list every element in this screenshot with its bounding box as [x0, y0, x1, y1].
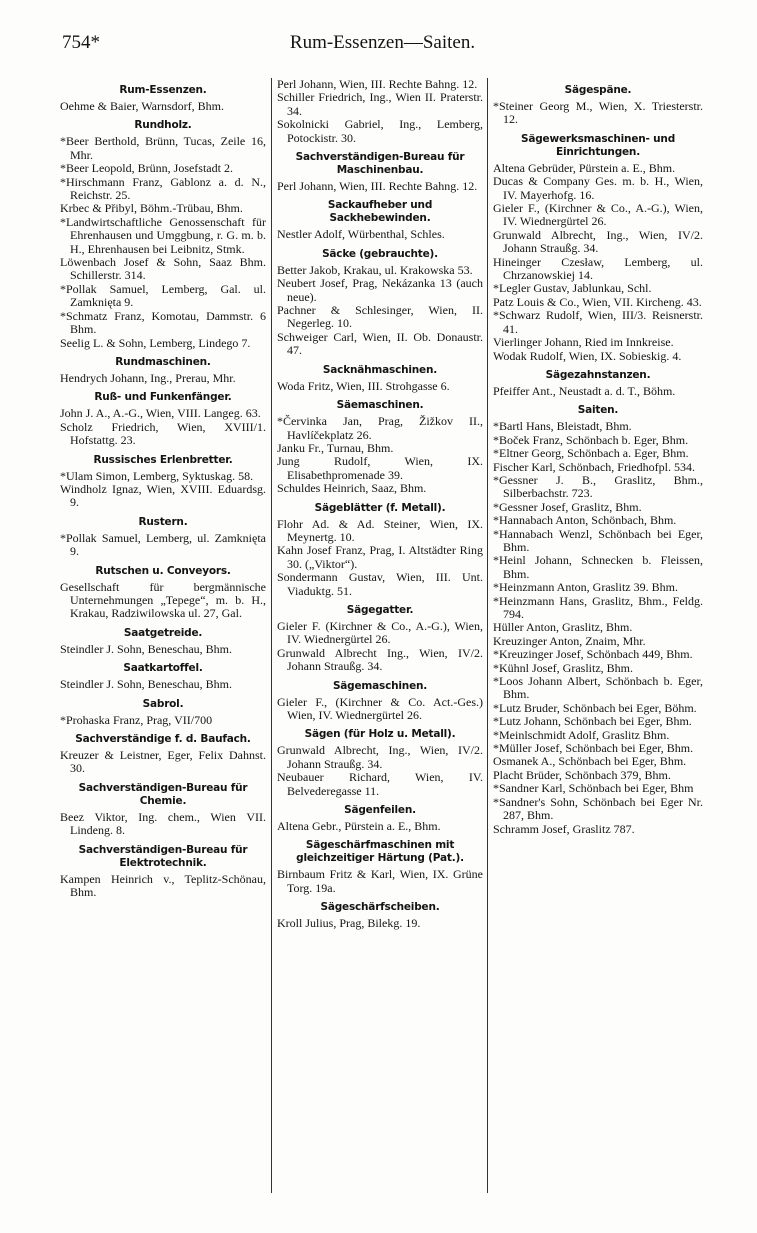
- directory-entry: Nestler Adolf, Würbenthal, Schles.: [277, 227, 445, 242]
- directory-entry: Schramm Josef, Graslitz 787.: [493, 821, 635, 836]
- category-heading: Sägemaschinen.: [332, 679, 428, 692]
- directory-entry: Beez Viktor, Ing. chem., Wien VII. Lindeng. 8.: [60, 809, 266, 838]
- column-divider: [487, 78, 488, 1193]
- directory-entry: Kroll Julius, Prag, Bilekg. 19.: [277, 916, 421, 931]
- directory-entry: Gesellschaft für bergmännische Unternehmungen „Tepege“, m. b. H., Krakau, Radziwilowska ul. 27, Gal.: [60, 579, 266, 621]
- directory-entry: Krbec & Přibyl, Böhm.-Trübau, Bhm.: [60, 201, 243, 216]
- directory-entry: Wodak Rudolf, Wien, IX. Sobieskig. 4.: [493, 348, 682, 363]
- directory-entry: *Schmatz Franz, Komotau, Dammstr. 6 Bhm.: [60, 308, 266, 337]
- directory-entry: Hendrych Johann, Ing., Prerau, Mhr.: [60, 370, 236, 385]
- directory-entry: Pachner & Schlesinger, Wien, II. Negerleg. 10.: [277, 303, 483, 331]
- directory-entry: Altena Gebrüder, Pürstein a. E., Bhm.: [493, 160, 676, 175]
- directory-entry: *Beer Berthold, Brünn, Tucas, Zeile 16, Mhr.: [60, 134, 266, 162]
- directory-entry: Windholz Ignaz, Wien, XVIII. Eduardsg. 9.: [60, 481, 266, 510]
- directory-columns: [60, 78, 712, 1193]
- category-heading: Rundmaschinen.: [115, 355, 211, 368]
- directory-entry: Gieler F. (Kirchner & Co., A.-G.), Wien, IV. Wiednergürtel 26.: [277, 618, 483, 647]
- category-heading: Sägeschärfscheiben.: [320, 901, 440, 914]
- category-heading: Saatkartoffel.: [123, 662, 203, 675]
- directory-entry: Gieler F., (Kirchner & Co., A.-G.), Wien, IV. Wiednergürtel 26.: [493, 201, 703, 229]
- directory-entry: *Sandner Karl, Schönbach bei Eger, Bhm: [493, 781, 694, 796]
- category-heading: Rustern.: [138, 515, 188, 528]
- directory-entry: Patz Louis & Co., Wien, VII. Kircheng. 43.: [493, 294, 702, 309]
- directory-entry: Birnbaum Fritz & Karl, Wien, IX. Grüne Torg. 19a.: [277, 867, 483, 895]
- directory-entry: Kreuzinger Anton, Znaim, Mhr.: [493, 633, 646, 648]
- category-heading: Sägen (für Holz u. Metall).: [304, 728, 456, 741]
- directory-entry: *Heinzmann Anton, Graslitz 39. Bhm.: [493, 580, 678, 595]
- directory-entry: *Kühnl Josef, Graslitz, Bhm.: [493, 660, 633, 675]
- directory-entry: *Pollak Samuel, Lemberg, Gal. ul. Zamknięta 9.: [60, 281, 266, 310]
- directory-entry: *Landwirtschaftliche Genossenschaft für Ehrenhausen und Umggbung, r. G. m. b. H., Ehrenhausen bei Leibnitz, Stmk.: [60, 214, 266, 256]
- category-heading: Rundholz.: [134, 119, 192, 132]
- category-heading: Sacknähmaschinen.: [322, 363, 438, 376]
- directory-entry: Sondermann Gustav, Wien, III. Unt. Viaduktg. 51.: [277, 570, 483, 598]
- directory-entry: Seelig L. & Sohn, Lemberg, Lindego 7.: [60, 335, 251, 350]
- page-header: [48, 26, 717, 56]
- category-heading: Sägewerksmaschinen- und Einrichtungen.: [520, 132, 676, 158]
- directory-entry: *Lutz Johann, Schönbach bei Eger, Bhm.: [493, 714, 692, 729]
- directory-entry: *Hirschmann Franz, Gablonz a. d. N., Reichstr. 25.: [60, 174, 266, 203]
- directory-entry: *Steiner Georg M., Wien, X. Triesterstr. 12.: [493, 99, 703, 127]
- directory-entry: *Müller Josef, Schönbach bei Eger, Bhm.: [493, 741, 694, 756]
- directory-entry: Altena Gebr., Pürstein a. E., Bhm.: [277, 819, 441, 834]
- category-heading: Säcke (gebrauchte).: [322, 247, 438, 260]
- category-heading: Russisches Erlenbretter.: [93, 453, 233, 466]
- directory-entry: Better Jakob, Krakau, ul. Krakowska 53.: [277, 262, 473, 277]
- directory-entry: *Schwarz Rudolf, Wien, III/3. Reisnerstr. 41.: [493, 308, 703, 336]
- directory-entry: Pfeiffer Ant., Neustadt a. d. T., Böhm.: [493, 383, 676, 398]
- directory-entry: *Bartl Hans, Bleistadt, Bhm.: [493, 419, 632, 434]
- category-heading: Rutschen u. Conveyors.: [95, 564, 231, 577]
- directory-entry: Fischer Karl, Schönbach, Friedhofpl. 534.: [493, 459, 695, 474]
- directory-entry: Steindler J. Sohn, Beneschau, Bhm.: [60, 641, 232, 656]
- directory-entry: *Meinlschmidt Adolf, Graslitz Bhm.: [493, 727, 670, 742]
- directory-entry: Kreuzer & Leistner, Eger, Felix Dahnst. 30.: [60, 748, 266, 776]
- directory-entry: Jung Rudolf, Wien, IX. Elisabethpromenade 39.: [277, 454, 483, 482]
- directory-entry: Woda Fritz, Wien, III. Strohgasse 6.: [277, 378, 450, 393]
- directory-entry: Neubauer Richard, Wien, IV. Belvederegasse 11.: [277, 770, 483, 798]
- directory-entry: Scholz Friedrich, Wien, XVIII/1. Hofstattg. 23.: [60, 419, 266, 448]
- category-heading: Sägeschärfmaschinen mit gleichzeitiger Härtung (Pat.).: [296, 839, 464, 865]
- column-divider: [271, 78, 272, 1193]
- directory-entry: Schweiger Carl, Wien, II. Ob. Donaustr. 47.: [277, 329, 483, 358]
- category-heading: Sägeblätter (f. Metall).: [314, 501, 446, 514]
- directory-entry: *Beer Leopold, Brünn, Josefstadt 2.: [60, 161, 233, 176]
- directory-entry: Janku Fr., Turnau, Bhm.: [277, 440, 394, 455]
- directory-entry: Perl Johann, Wien, III. Rechte Bahng. 12.: [277, 179, 478, 194]
- category-heading: Sachverständigen-Bureau für Chemie.: [78, 781, 248, 807]
- directory-entry: *Heinzmann Hans, Graslitz, Bhm., Feldg. 794.: [493, 593, 703, 621]
- directory-entry: Kahn Josef Franz, Prag, I. Altstädter Ring 30. („Viktor“).: [277, 543, 483, 571]
- category-heading: Sägespäne.: [564, 84, 632, 96]
- category-heading: Rum-Essenzen.: [119, 84, 207, 96]
- category-heading: Ruß- und Funkenfänger.: [94, 391, 232, 404]
- directory-entry: *Sandner's Sohn, Schönbach bei Eger Nr. 287, Bhm.: [493, 794, 703, 823]
- directory-entry: *Kreuzinger Josef, Schönbach 449, Bhm.: [493, 647, 693, 662]
- directory-entry: *Loos Johann Albert, Schönbach b. Eger, Bhm.: [493, 674, 703, 702]
- directory-entry: *Heinl Johann, Schnecken b. Fleissen, Bhm.: [493, 553, 703, 581]
- category-heading: Saatgetreide.: [123, 626, 203, 639]
- directory-entry: Flohr Ad. & Ad. Steiner, Wien, IX. Meynertg. 10.: [277, 516, 483, 544]
- column-3: [493, 78, 703, 1193]
- category-heading: Sackaufheber und Sackhebewinden.: [327, 199, 433, 225]
- directory-entry: *Hannabach Anton, Schönbach, Bhm.: [493, 513, 677, 528]
- directory-entry: Grunwald Albrecht Ing., Wien, IV/2. Johann Straußg. 34.: [277, 645, 483, 674]
- directory-entry: Löwenbach Josef & Sohn, Saaz Bhm. Schillerstr. 314.: [60, 255, 266, 283]
- directory-entry: Schiller Friedrich, Ing., Wien II. Praterstr. 34.: [277, 90, 483, 118]
- directory-entry: *Boček Franz, Schönbach b. Eger, Bhm.: [493, 432, 689, 447]
- directory-entry: *Pollak Samuel, Lemberg, ul. Zamknięta 9.: [60, 530, 266, 559]
- directory-entry: Sokolnicki Gabriel, Ing., Lemberg, Potockistr. 30.: [277, 117, 483, 145]
- directory-entry: Oehme & Baier, Warnsdorf, Bhm.: [60, 99, 224, 113]
- column-2: [277, 78, 483, 1193]
- category-heading: Sachverständigen-Bureau für Maschinenbau.: [295, 151, 465, 177]
- directory-entry: *Prohaska Franz, Prag, VII/700: [60, 712, 213, 727]
- directory-entry: Steindler J. Sohn, Beneschau, Bhm.: [60, 677, 232, 692]
- column-1: [60, 78, 266, 1193]
- directory-entry: Grunwald Albrecht, Ing., Wien, IV/2. Johann Straußg. 34.: [277, 743, 483, 771]
- directory-entry: Kampen Heinrich v., Teplitz-Schönau, Bhm.: [60, 871, 266, 900]
- directory-entry: Grunwald Albrecht, Ing., Wien, IV/2. Johann Straußg. 34.: [493, 227, 703, 256]
- directory-entry: *Gessner J. B., Graslitz, Bhm., Silberbachstr. 723.: [493, 472, 703, 501]
- directory-entry: Placht Brüder, Schönbach 379, Bhm.: [493, 767, 671, 782]
- category-heading: Saiten.: [577, 404, 619, 417]
- directory-entry: Schuldes Heinrich, Saaz, Bhm.: [277, 481, 427, 496]
- directory-entry: Perl Johann, Wien, III. Rechte Bahng. 12.: [277, 78, 478, 91]
- category-heading: Sabrol.: [142, 697, 184, 710]
- category-heading: Sägegatter.: [346, 603, 414, 616]
- directory-entry: Osmanek A., Schönbach bei Eger, Bhm.: [493, 754, 687, 769]
- category-heading: Sägenfeilen.: [344, 804, 416, 817]
- directory-entry: Gieler F., (Kirchner & Co. Act.-Ges.) Wien, IV. Wiednergürtel 26.: [277, 694, 483, 722]
- directory-entry: John J. A., A.-G., Wien, VIII. Langeg. 63.: [60, 406, 261, 421]
- category-heading: Sachverständige f. d. Baufach.: [75, 733, 251, 745]
- category-heading: Sägezahnstanzen.: [545, 368, 651, 381]
- directory-entry: *Hannabach Wenzl, Schönbach bei Eger, Bhm.: [493, 526, 703, 554]
- directory-entry: *Lutz Bruder, Schönbach bei Eger, Böhm.: [493, 700, 697, 715]
- directory-entry: Hineinger Czesław, Lemberg, ul. Chrzanowskiej 14.: [493, 254, 703, 283]
- running-title: Rum-Essenzen—Saiten.: [289, 32, 476, 53]
- directory-entry: Ducas & Company Ges. m. b. H., Wien, IV. Mayerhofg. 16.: [493, 174, 703, 202]
- directory-entry: Neubert Josef, Prag, Nekázanka 13 (auch neue).: [277, 276, 483, 304]
- category-heading: Sachverständigen-Bureau für Elektrotechnik.: [78, 843, 248, 869]
- page-number: 754*: [62, 32, 100, 53]
- directory-entry: *Legler Gustav, Jablunkau, Schl.: [493, 281, 652, 296]
- directory-entry: *Eltner Georg, Schönbach a. Eger, Bhm.: [493, 446, 689, 461]
- category-heading: Säemaschinen.: [336, 399, 424, 412]
- directory-entry: *Gessner Josef, Graslitz, Bhm.: [493, 499, 642, 514]
- directory-entry: *Červinka Jan, Prag, Žižkov II., Havlíčekplatz 26.: [277, 414, 483, 442]
- directory-entry: Hüller Anton, Graslitz, Bhm.: [493, 620, 633, 635]
- directory-entry: *Ulam Simon, Lemberg, Syktuskag. 58.: [60, 468, 254, 483]
- directory-entry: Vierlinger Johann, Ried im Innkreise.: [493, 335, 674, 350]
